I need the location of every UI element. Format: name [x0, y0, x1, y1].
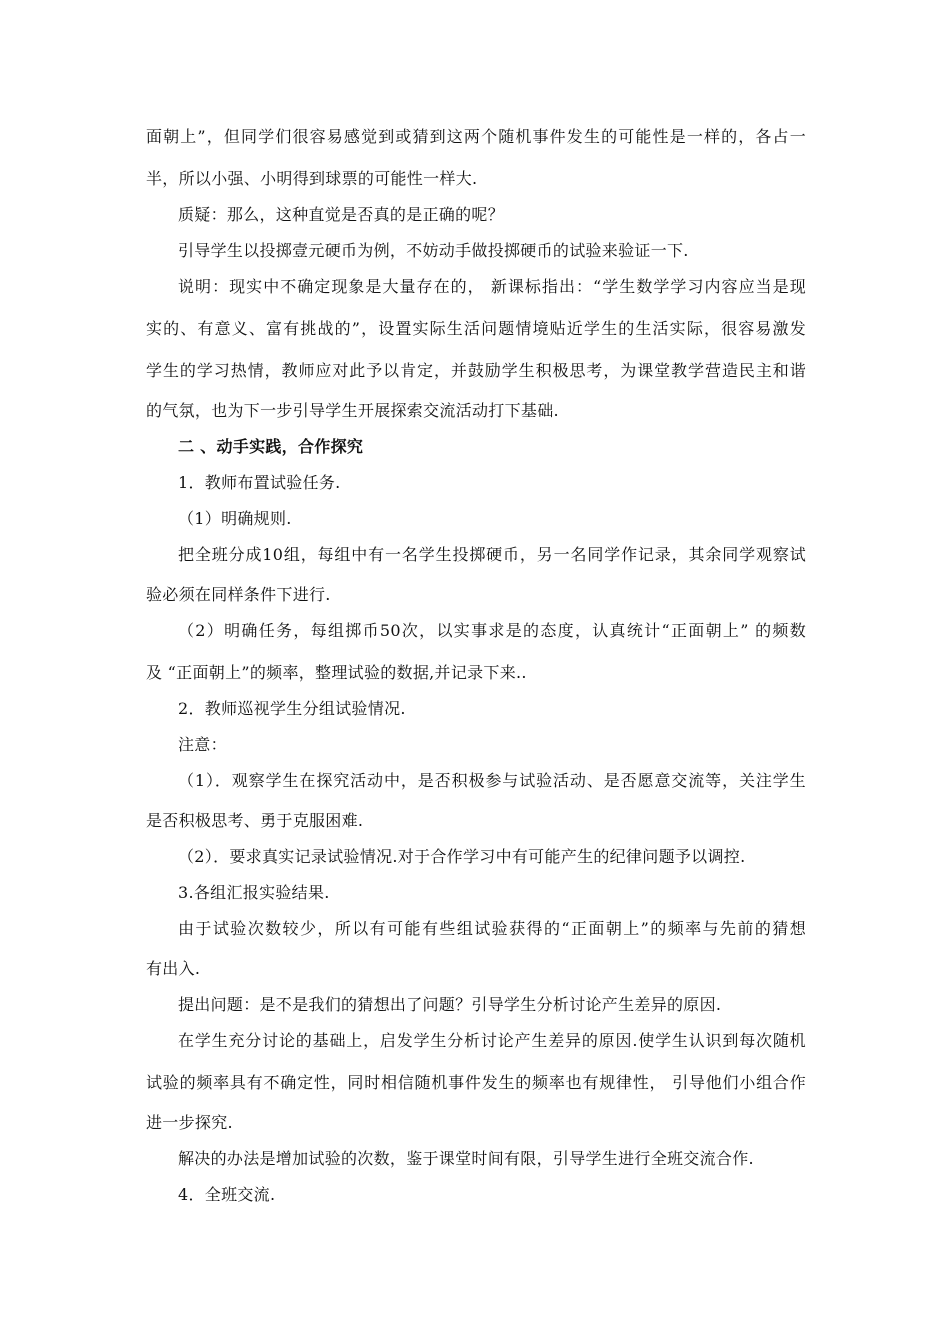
- text-line: 半，所以小强、小明得到球票的可能性一样大.: [146, 169, 478, 188]
- list-item: （2）明确任务，每组掷币50次，以实事求是的态度，认真统计“正面朝上” 的频数: [178, 621, 806, 640]
- list-item: 2．教师巡视学生分组试验情况.: [178, 699, 406, 718]
- text-line: 验必须在同样条件下进行.: [146, 585, 331, 604]
- list-item: （1）明确规则.: [178, 509, 292, 528]
- list-item: 1．教师布置试验任务.: [178, 473, 341, 492]
- text-line: 面朝上”，但同学们很容易感觉到或猜到这两个随机事件发生的可能性是一样的，各占一: [146, 127, 806, 146]
- text-line: 由于试验次数较少，所以有可能有些组试验获得的“正面朝上”的频率与先前的猜想: [178, 919, 806, 938]
- text-line: 提出问题：是不是我们的猜想出了问题？引导学生分析讨论产生差异的原因.: [178, 995, 722, 1014]
- list-item: 4．全班交流.: [178, 1185, 276, 1204]
- section-heading: 二 、动手实践，合作探究: [178, 437, 364, 456]
- text-line: 解决的办法是增加试验的次数，鉴于课堂时间有限，引导学生进行全班交流合作.: [178, 1149, 754, 1168]
- text-line: 在学生充分讨论的基础上，启发学生分析讨论产生差异的原因.使学生认识到每次随机: [178, 1031, 806, 1050]
- text-line: 说明：现实中不确定现象是大量存在的， 新课标指出：“学生数学学习内容应当是现: [178, 277, 806, 296]
- text-line: 学生的学习热情，教师应对此予以肯定，并鼓励学生积极思考，为课堂教学营造民主和谐: [146, 361, 806, 380]
- text-line: 的气氛，也为下一步引导学生开展探索交流活动打下基础.: [146, 401, 559, 420]
- text-line: 注意：: [178, 735, 227, 754]
- text-line: 引导学生以投掷壹元硬币为例，不妨动手做投掷硬币的试验来验证一下.: [178, 241, 689, 260]
- text-line: 有出入.: [146, 959, 201, 978]
- text-line: 是否积极思考、勇于克服困难.: [146, 811, 364, 830]
- list-item: （2）．要求真实记录试验情况.对于合作学习中有可能产生的纪律问题予以调控.: [178, 847, 746, 866]
- text-line: 质疑：那么，这种直觉是否真的是正确的呢？: [178, 205, 505, 224]
- list-item: （1）．观察学生在探究活动中，是否积极参与试验活动、是否愿意交流等，关注学生: [178, 771, 806, 790]
- list-item: 3.各组汇报实验结果.: [178, 883, 330, 902]
- text-line: 进一步探究.: [146, 1113, 233, 1132]
- text-line: 把全班分成10组，每组中有一名学生投掷硬币，另一名同学作记录，其余同学观察试: [178, 545, 806, 564]
- text-line: 试验的频率具有不确定性，同时相信随机事件发生的频率也有规律性， 引导他们小组合作: [146, 1073, 806, 1092]
- text-line: 及 “正面朝上”的频率，整理试验的数据,并记录下来..: [146, 663, 527, 682]
- text-line: 实的、有意义、富有挑战的”，设置实际生活问题情境贴近学生的生活实际，很容易激发: [146, 319, 806, 338]
